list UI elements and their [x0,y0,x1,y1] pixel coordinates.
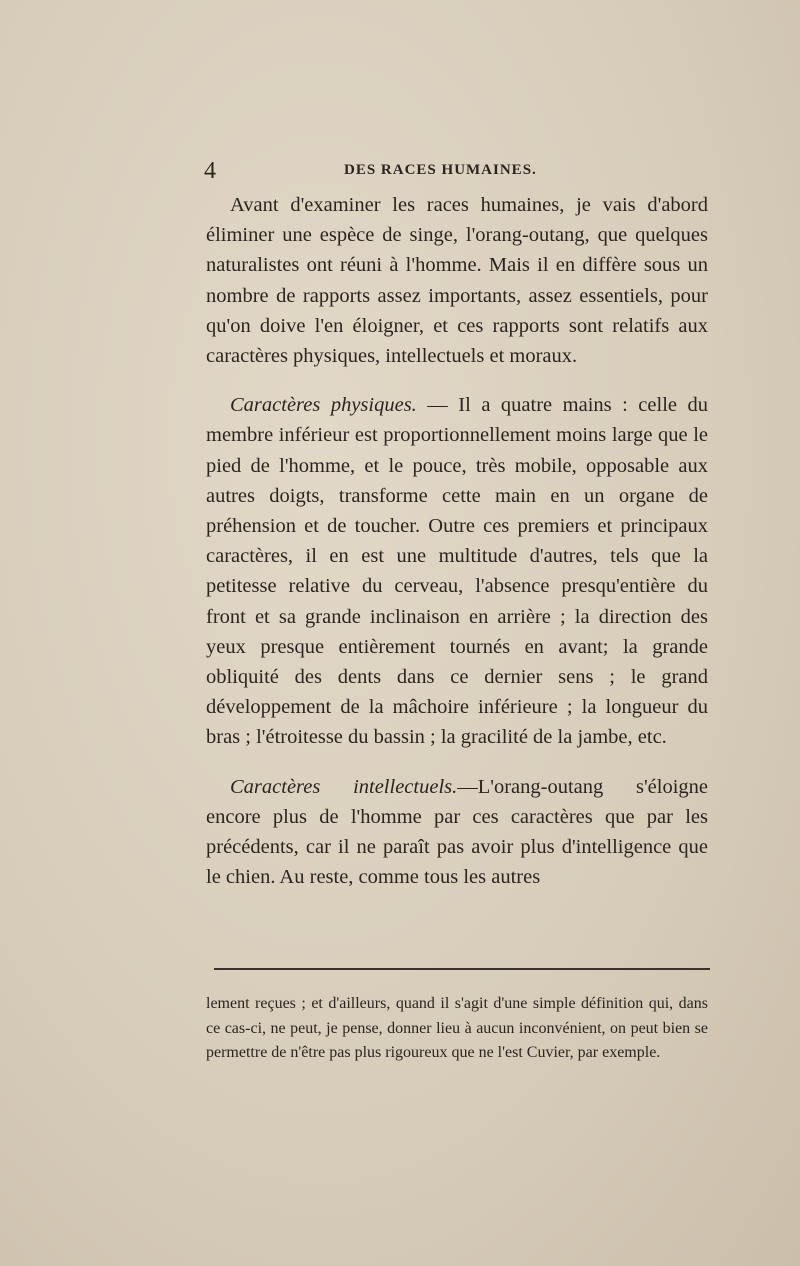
footnote-divider [214,968,710,970]
footnote-text: lement reçues ; et d'ailleurs, quand il s'agit d'une simple définition qui, dans ce cas-ci, ne peut, je pense, donner lieu à aucun inconvénient, on peut bien se permettre de n'être pas plus rigoureux que ne l'est Cuvier, par exemple. [206,995,708,1061]
intro-paragraph: Avant d'examiner les races humaines, je vais d'abord éliminer une espèce de singe, l'orang-outang, que quelques naturalistes ont réuni à l'homme. Mais il en diffère sous un nombre de rapports assez importants, assez essentiels, pour qu'on doive l'en éloigner, et ces rapports sont relatifs aux caractères physiques, intellectuels et moraux. [206,194,708,368]
page-header [204,158,714,184]
intellectual-heading: Caractères intellectuels. [230,775,458,798]
main-text [206,190,708,892]
running-head: DES RACES HUMAINES. [344,162,537,178]
intellectual-text: —L'orang-outang s'éloigne encore plus de l'homme par ces caractères que par les précédents, car il ne paraît pas avoir plus d'intelligence que le chien. Au reste, comme tous les autres [206,775,708,889]
page-number: 4 [204,158,216,184]
footnote [206,992,708,1066]
physical-paragraph [206,390,708,752]
physical-heading: Caractères physiques. [230,394,417,417]
physical-text: — Il a quatre mains : celle du membre inférieur est proportionnellement moins large que le pied de l'homme, et le pouce, très mobile, opposable aux autres doigts, transforme cette main en un organe de préhension et de toucher. Outre ces premiers et principaux caractères, il en est une multitude d'autres, tels que la petitesse relative du cerveau, l'absence presqu'entière du front et sa grande inclinaison en arrière ; la direction des yeux presque entièrement tournés en avant; la grande obliquité des dents dans ce dernier sens ; le grand développement de la mâchoire inférieure ; la longueur du bras ; l'étroitesse du bassin ; la gracilité de la jambe, etc. [206,394,708,749]
intellectual-paragraph [206,772,708,893]
